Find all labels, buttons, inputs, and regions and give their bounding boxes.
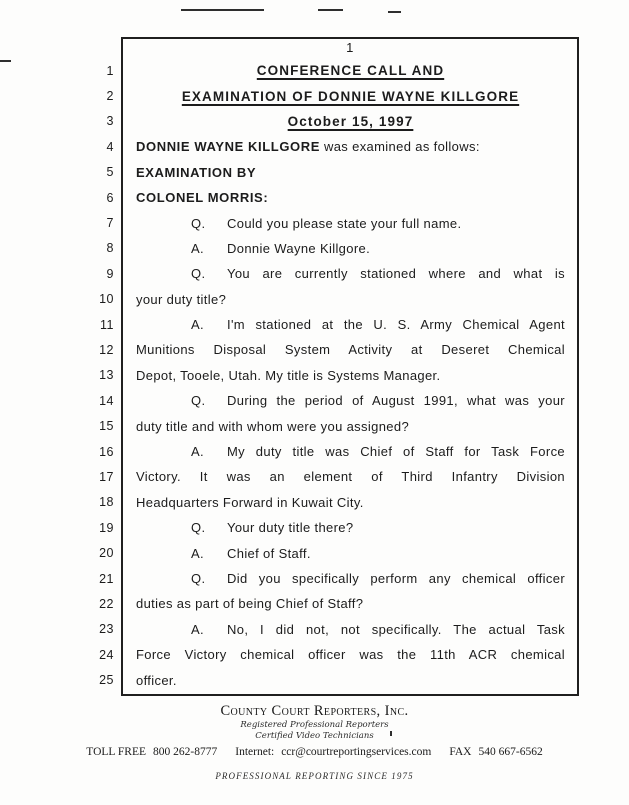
line-number: 11 (100, 317, 114, 332)
transcript-line (0, 490, 629, 515)
line-text: Donnie Wayne Killgore. (227, 240, 371, 256)
line-text: Headquarters Forward in Kuwait City. (136, 494, 364, 510)
qa-prefix: A. (191, 621, 204, 637)
qa-prefix: A. (191, 240, 204, 256)
line-number: 2 (106, 89, 114, 104)
transcript-line (0, 540, 629, 565)
line-number: 13 (99, 368, 114, 383)
line-number: 4 (106, 139, 114, 154)
transcript-line (0, 312, 629, 337)
question-line (136, 393, 565, 408)
scan-artifact (181, 9, 264, 11)
speaker-text: COLONEL MORRIS: (136, 190, 269, 206)
qa-prefix: Q. (191, 393, 206, 409)
question-line (136, 266, 565, 281)
answer-line (136, 546, 565, 561)
line-text: Depot, Tooele, Utah. My title is Systems Manager. (136, 367, 441, 383)
line-number: 16 (99, 444, 114, 459)
line-text: Your duty title there? (227, 520, 354, 536)
transcript-line (0, 464, 629, 489)
line-number: 7 (106, 216, 114, 231)
qa-prefix: Q. (191, 520, 206, 536)
line-text: Victory. It was an element of Third Infantry Division (136, 469, 565, 485)
qa-prefix: A. (191, 317, 204, 333)
line-number: 14 (99, 393, 114, 408)
transcript-line (0, 109, 629, 134)
line-text: During the period of August 1991, what was your (227, 393, 565, 409)
internet-label: Internet: (235, 746, 275, 758)
transcript-line (0, 439, 629, 464)
transcript-line (0, 58, 629, 83)
heading-text: October 15, 1997 (287, 113, 414, 129)
transcript-line (0, 160, 629, 185)
witness-name: DONNIE WAYNE KILLGORE (136, 139, 321, 155)
answer-line (136, 317, 565, 332)
line-number: 6 (106, 190, 114, 205)
line-number: 19 (99, 520, 114, 535)
line-text: Could you please state your full name. (227, 215, 462, 231)
company-tagline: Certified Video Technicians (255, 730, 374, 741)
line-text: I'm stationed at the U. S. Army Chemical Agent (227, 317, 565, 333)
qa-prefix: A. (191, 545, 204, 561)
line-text: Munitions Disposal System Activity at Deseret Chemical (136, 342, 565, 358)
line-text: Did you specifically perform any chemical officer (227, 571, 565, 586)
line-number: 21 (99, 571, 114, 586)
question-line (136, 571, 565, 586)
transcript-line (0, 591, 629, 616)
toll-free-label: TOLL FREE (86, 746, 147, 758)
line-number: 23 (99, 622, 114, 637)
line-number: 9 (106, 266, 114, 281)
qa-prefix: Q. (191, 571, 206, 586)
line-text: duty title and with whom were you assigned? (136, 418, 410, 434)
transcript-line (0, 566, 629, 591)
question-line (136, 216, 565, 231)
transcript-line (0, 667, 629, 692)
transcript-line (0, 617, 629, 642)
transcript-line (0, 642, 629, 667)
line-text: My duty title was Chief of Staff for Task Force (227, 444, 565, 460)
qa-prefix: Q. (191, 215, 206, 231)
line-number: 15 (99, 419, 114, 434)
company-tagline: Registered Professional Reporters (240, 720, 389, 730)
line-text: duties as part of being Chief of Staff? (136, 596, 364, 612)
transcript-line (0, 185, 629, 210)
line-number: 18 (99, 495, 114, 510)
transcript-line (0, 210, 629, 235)
line-number: 12 (99, 342, 114, 357)
line-number: 22 (99, 596, 114, 611)
fax-group (449, 745, 542, 760)
line-text: Force Victory chemical officer was the 11th ACR chemical (136, 647, 565, 663)
answer-line (136, 241, 565, 256)
scan-artifact (388, 11, 401, 13)
transcript-line (0, 287, 629, 312)
speaker-text: EXAMINATION BY (136, 164, 257, 180)
line-text: was examined as follows: (320, 139, 480, 155)
email-address: ccr@courtreportingservices.com (281, 746, 432, 758)
contact-line (0, 745, 629, 760)
line-number: 10 (99, 292, 114, 307)
qa-prefix: Q. (191, 266, 206, 282)
transcript-body (0, 58, 629, 693)
line-number: 24 (99, 647, 114, 662)
line-text: No, I did not, not specifically. The actual Task (227, 621, 565, 637)
line-number: 3 (106, 114, 114, 129)
question-line (136, 520, 565, 535)
scan-artifact (318, 9, 343, 11)
line-text: Chief of Staff. (227, 545, 311, 561)
line-text (136, 139, 565, 154)
line-text: You are currently stationed where and what is (227, 266, 565, 282)
company-name: County Court Reporters, Inc. (220, 703, 409, 719)
toll-free-group (86, 745, 217, 760)
line-number: 8 (106, 241, 114, 256)
line-number: 20 (99, 546, 114, 561)
line-text: your duty title? (136, 291, 227, 307)
line-number: 25 (99, 673, 114, 688)
transcript-line (0, 413, 629, 438)
footer (0, 703, 629, 781)
transcript-line (0, 388, 629, 413)
fax-label: FAX (449, 746, 472, 758)
transcript-line (0, 83, 629, 108)
transcript-line (0, 261, 629, 286)
line-text: officer. (136, 672, 177, 688)
transcript-line (0, 515, 629, 540)
phone-number: 800 262-8777 (153, 746, 218, 758)
line-number: 17 (99, 469, 114, 484)
internet-group (235, 745, 431, 760)
answer-line (136, 444, 565, 459)
heading-text: EXAMINATION OF DONNIE WAYNE KILLGORE (181, 88, 520, 104)
fax-number: 540 667-6562 (478, 746, 543, 758)
transcript-line (0, 363, 629, 388)
line-number: 5 (106, 165, 114, 180)
transcript-line (0, 134, 629, 159)
transcript-line (0, 236, 629, 261)
page-number: 1 (346, 40, 354, 55)
heading-text: CONFERENCE CALL AND (256, 63, 445, 79)
transcript-line (0, 337, 629, 362)
line-number: 1 (106, 63, 114, 78)
since-tagline: PROFESSIONAL REPORTING SINCE 1975 (215, 771, 414, 781)
qa-prefix: A. (191, 444, 204, 460)
answer-line (136, 622, 565, 637)
